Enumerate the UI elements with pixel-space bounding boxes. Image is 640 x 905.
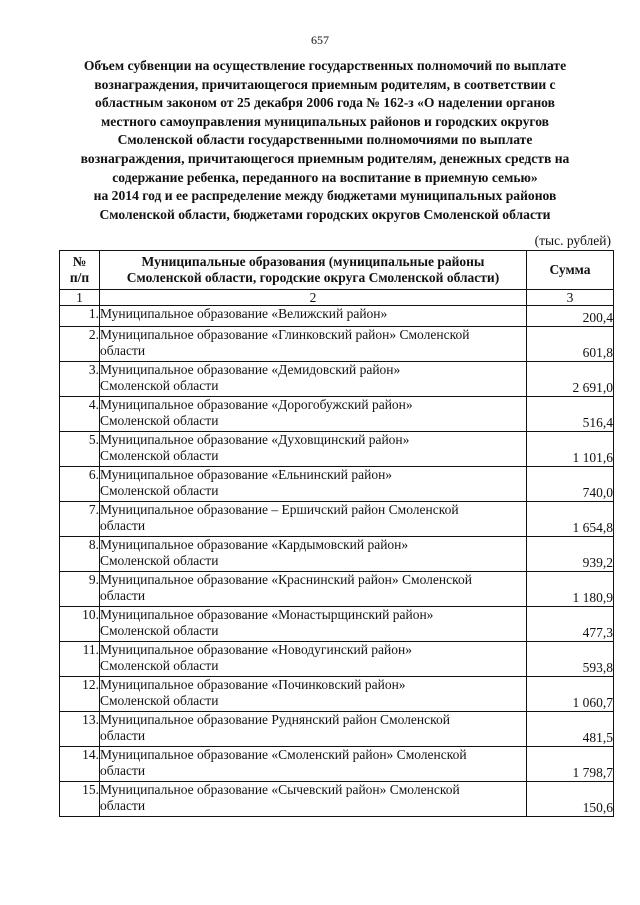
row-number: 1. <box>60 306 100 327</box>
municipality-name <box>100 642 527 677</box>
table-row <box>60 677 614 712</box>
amount: 939,2 <box>527 537 614 572</box>
amount: 593,8 <box>527 642 614 677</box>
header-sum: Сумма <box>527 251 614 290</box>
row-number: 3. <box>60 362 100 397</box>
municipality-name <box>100 537 527 572</box>
table-row <box>60 572 614 607</box>
municipality-name-line2: Смоленской области <box>100 693 219 708</box>
municipality-name-line1: Муниципальное образование «Починковский район» <box>100 677 406 692</box>
document-title <box>40 57 610 224</box>
row-number: 4. <box>60 397 100 432</box>
amount: 481,5 <box>527 712 614 747</box>
municipality-name-line2: Смоленской области <box>100 623 219 638</box>
page-number: 657 <box>311 33 329 47</box>
row-number: 10. <box>60 607 100 642</box>
amount: 1 060,7 <box>527 677 614 712</box>
municipality-name <box>100 572 527 607</box>
title-line: содержание ребенка, переданного на воспитание в приемную семью» <box>112 169 538 185</box>
municipality-name-line1: Муниципальное образование «Демидовский район» <box>100 362 401 377</box>
table-row <box>60 782 614 817</box>
municipality-name <box>100 607 527 642</box>
municipality-name-line1: Муниципальное образование «Краснинский район» Смоленской <box>100 572 472 587</box>
table-row <box>60 502 614 537</box>
header-municipality <box>100 251 527 290</box>
row-number: 6. <box>60 467 100 502</box>
title-line: вознаграждения, причитающегося приемным родителям, в соответствии с <box>94 76 556 92</box>
municipality-name-line2: области <box>100 798 146 813</box>
title-line: Смоленской области государственными полномочиями по выплате <box>117 132 533 148</box>
title-line: вознаграждения, причитающегося приемным родителям, денежных средств на <box>80 150 570 166</box>
municipality-name-line2: области <box>100 728 146 743</box>
amount: 1 654,8 <box>527 502 614 537</box>
title-line: областным законом от 25 декабря 2006 года № 162-з «О наделении органов <box>95 95 555 111</box>
row-number: 8. <box>60 537 100 572</box>
row-number: 2. <box>60 327 100 362</box>
municipality-name-line1: Муниципальное образование «Монастырщинский район» <box>100 607 434 622</box>
amount: 1 101,6 <box>527 432 614 467</box>
amount: 200,4 <box>527 306 614 327</box>
column-number-row <box>60 290 614 306</box>
municipality-name <box>100 327 527 362</box>
title-line: Объем субвенции на осуществление государственных полномочий по выплате <box>83 58 567 73</box>
header-number-line2: п/п <box>69 270 90 285</box>
municipality-name-line1: Муниципальное образование «Духовщинский район» <box>100 432 410 447</box>
amount: 477,3 <box>527 607 614 642</box>
municipality-name-line2: Смоленской области <box>100 378 219 393</box>
municipality-name-line1: Муниципальное образование «Велижский район» <box>100 306 388 321</box>
municipality-name <box>100 502 527 537</box>
municipality-name <box>100 362 527 397</box>
column-number: 3 <box>527 290 614 306</box>
municipality-name-line2: области <box>100 763 146 778</box>
subvention-table <box>59 250 614 817</box>
municipality-name <box>100 677 527 712</box>
municipality-name <box>100 747 527 782</box>
municipality-name-line1: Муниципальное образование «Ельнинский район» <box>100 467 393 482</box>
table-row <box>60 432 614 467</box>
table-row <box>60 362 614 397</box>
row-number: 13. <box>60 712 100 747</box>
header-number-line1: № <box>72 254 87 269</box>
table-row <box>60 537 614 572</box>
amount: 150,6 <box>527 782 614 817</box>
municipality-name-line1: Муниципальное образование «Кардымовский район» <box>100 537 409 552</box>
column-number: 1 <box>60 290 100 306</box>
municipality-name-line1: Муниципальное образование «Дорогобужский район» <box>100 397 413 412</box>
row-number: 7. <box>60 502 100 537</box>
table-row <box>60 467 614 502</box>
municipality-name <box>100 467 527 502</box>
title-line: на 2014 год и ее распределение между бюджетами муниципальных районов <box>93 188 557 204</box>
row-number: 5. <box>60 432 100 467</box>
municipality-name-line1: Муниципальное образование Руднянский район Смоленской <box>100 712 450 727</box>
table-row <box>60 306 614 327</box>
municipality-name-line2: области <box>100 518 146 533</box>
table-row <box>60 712 614 747</box>
row-number: 11. <box>60 642 100 677</box>
amount: 516,4 <box>527 397 614 432</box>
row-number: 12. <box>60 677 100 712</box>
table-row <box>60 607 614 642</box>
row-number: 9. <box>60 572 100 607</box>
amount: 2 691,0 <box>527 362 614 397</box>
municipality-name-line2: области <box>100 588 146 603</box>
amount: 1 798,7 <box>527 747 614 782</box>
municipality-name-line2: Смоленской области <box>100 413 219 428</box>
municipality-name <box>100 782 527 817</box>
municipality-name-line1: Муниципальное образование «Глинковский район» Смоленской <box>100 327 470 342</box>
title-line: местного самоуправления муниципальных районов и городских округов <box>100 113 550 129</box>
municipality-name-line2: Смоленской области <box>100 483 219 498</box>
row-number: 15. <box>60 782 100 817</box>
municipality-name-line1: Муниципальное образование «Новодугинский район» <box>100 642 412 657</box>
municipality-name <box>100 432 527 467</box>
table-header-row <box>60 251 614 290</box>
table-row <box>60 397 614 432</box>
municipality-name-line2: области <box>100 343 146 358</box>
header-number <box>60 251 100 290</box>
table-row <box>60 747 614 782</box>
municipality-name-line1: Муниципальное образование – Ершичский район Смоленской <box>100 502 459 517</box>
municipality-name-line2: Смоленской области <box>100 448 219 463</box>
amount: 1 180,9 <box>527 572 614 607</box>
header-municipality-line1: Муниципальные образования (муниципальные районы <box>141 254 485 269</box>
column-number: 2 <box>100 290 527 306</box>
amount: 601,8 <box>527 327 614 362</box>
municipality-name <box>100 712 527 747</box>
municipality-name <box>100 397 527 432</box>
units-label: (тыс. рублей) <box>534 233 611 248</box>
title-line: Смоленской области, бюджетами городских округов Смоленской области <box>99 206 551 222</box>
table-row <box>60 327 614 362</box>
table-row <box>60 642 614 677</box>
municipality-name-line1: Муниципальное образование «Сычевский район» Смоленской <box>100 782 460 797</box>
row-number: 14. <box>60 747 100 782</box>
header-municipality-line2: Смоленской области, городские округа Смоленской области) <box>126 270 500 285</box>
amount: 740,0 <box>527 467 614 502</box>
municipality-name-line2: Смоленской области <box>100 553 219 568</box>
municipality-name <box>100 306 527 327</box>
municipality-name-line1: Муниципальное образование «Смоленский район» Смоленской <box>100 747 467 762</box>
municipality-name-line2: Смоленской области <box>100 658 219 673</box>
